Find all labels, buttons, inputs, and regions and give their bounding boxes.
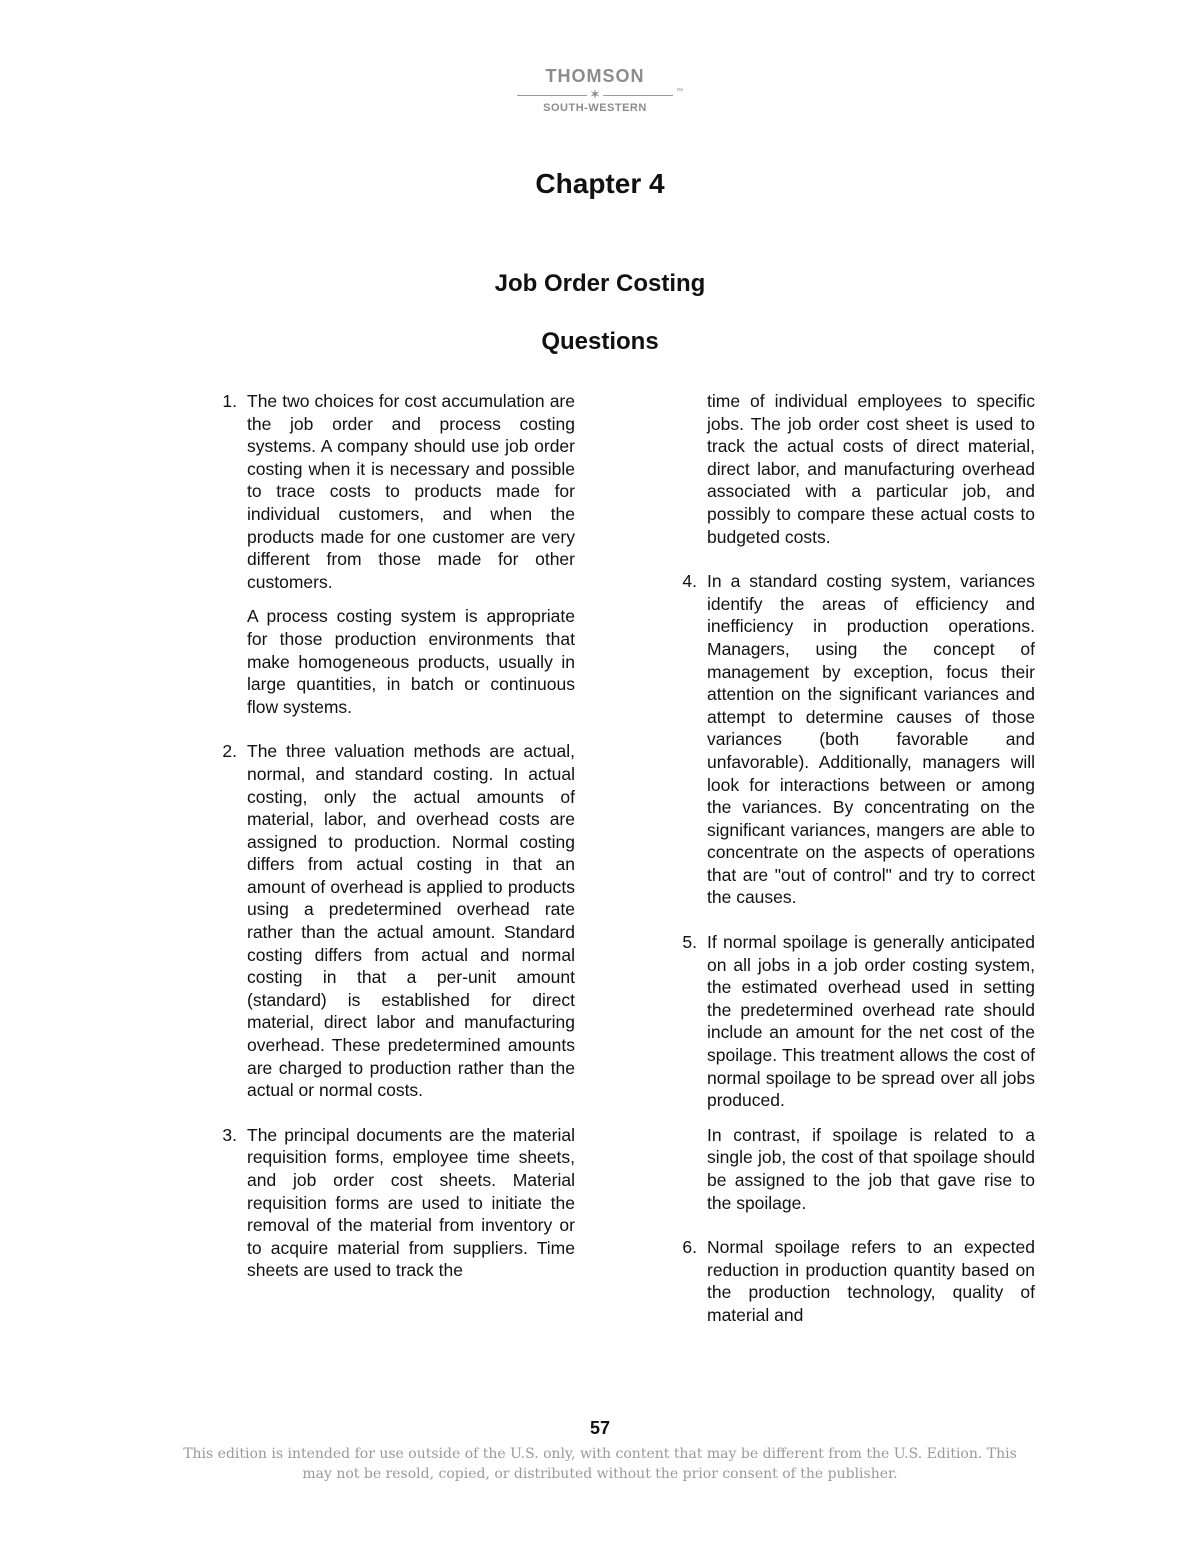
logo-wordmark: THOMSON — [545, 66, 645, 86]
answer-paragraph: The three valuation methods are actual, normal, and standard costing. In actual costing, only the actual amounts of material, labor, and overhead costs are assigned to production. Normal costing differs from actual costing in that an amount of overhead is applied to products using a predetermined overhead rate rather than the actual amount. Standard costing differs from actual and normal costing in that a per-unit amount (standard) is established for direct material, direct labor and manufacturing overhead. These predetermined amounts are charged to production rather than the actual or normal costs. — [247, 741, 575, 1101]
footer-notice: This edition is intended for use outside of the U.S. only, with content that may be different from the U.S. Edition. This may not be resold, copied, or distributed without the prior consent of the publisher. — [183, 1446, 1017, 1482]
answer-paragraph: Normal spoilage refers to an expected reduction in production quantity based on the production technology, quality of material and — [707, 1237, 1035, 1325]
chapter-subtitle: Job Order Costing — [494, 270, 706, 297]
publisher-logo — [505, 66, 685, 122]
logo-star-icon: ✶ — [589, 86, 601, 102]
answer-paragraph: The two choices for cost accumulation are the job order and process costing systems. A company should use job order costing when it is necessary and possible to trace costs to products made for individual customers, and when the products made for one customer are very different from those made for other customers. — [247, 391, 575, 592]
question-item — [205, 740, 575, 1102]
left-column — [205, 390, 575, 1304]
logo-divider — [517, 86, 683, 102]
question-number: 6. — [682, 1237, 697, 1258]
chapter-title: Chapter 4 — [535, 168, 665, 199]
question-number: 3. — [222, 1124, 237, 1145]
logo-subtext: SOUTH-WESTERN — [543, 102, 647, 114]
logo-trademark: ™ — [676, 88, 683, 95]
question-number: 2. — [222, 741, 237, 762]
question-item — [205, 390, 575, 718]
question-number: 4. — [682, 571, 697, 592]
question-number: 1. — [222, 391, 237, 411]
answer-paragraph: In contrast, if spoilage is related to a single job, the cost of that spoilage should be assigned to the job that gave rise to the spoilage. — [707, 1124, 1035, 1213]
section-title: Questions — [541, 328, 659, 355]
question-item — [665, 570, 1035, 909]
question-item — [665, 1236, 1035, 1326]
question-item — [205, 1124, 575, 1282]
answer-paragraph: The principal documents are the material requisition forms, employee time sheets, and job order cost sheets. Material requisition forms are used to initiate the removal of the material from inventory or to acquire material from suppliers. Time sheets are used to track the — [247, 1124, 575, 1281]
answer-paragraph: If normal spoilage is generally anticipated on all jobs in a job order costing system, the estimated overhead used in setting the predetermined overhead rate should include an amount for the net cost of the spoilage. This treatment allows the cost of normal spoilage to be spread over all jobs produced. — [707, 932, 1035, 1111]
right-column — [665, 390, 1035, 1349]
continued-paragraph: time of individual employees to specific jobs. The job order cost sheet is used to track the actual costs of direct material, direct labor, and manufacturing overhead associated with a particular job, and possibly to compare these actual costs to budgeted costs. — [707, 391, 1035, 547]
question-number: 5. — [682, 932, 697, 953]
page-number: 57 — [589, 1418, 611, 1438]
answer-paragraph: In a standard costing system, variances identify the areas of efficiency and inefficiency in production operations. Managers, using the concept of management by exception, focus their attention on the significant variances and attempt to determine causes of those variances (both favorable and unfavorable). Additionally, managers will look for interactions between or among the variances. By concentrating on the significant variances, mangers are able to concentrate on the aspects of operations that are "out of control" and try to correct the causes. — [707, 571, 1035, 908]
answer-paragraph: A process costing system is appropriate for those production environments that make homogeneous products, usually in large quantities, in batch or continuous flow systems. — [247, 606, 575, 717]
question-item — [665, 931, 1035, 1214]
